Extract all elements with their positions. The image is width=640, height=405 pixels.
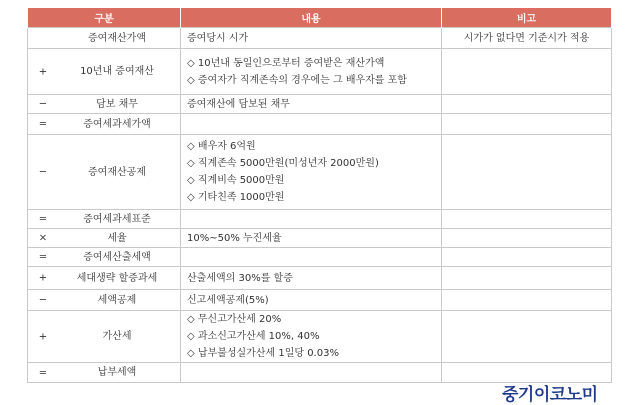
category-label: 증여세과세가액 [83,118,151,130]
operator-symbol: + [38,331,48,342]
category-label: 세율 [107,232,127,244]
content-line: ◇ 과소신고가산세 10%, 40% [187,331,320,342]
category-label: 증여세산출세액 [83,251,151,263]
category-cell [28,28,181,49]
category-label: 담보 채무 [96,98,138,110]
content-cell [181,210,442,229]
category-cell [28,363,181,383]
table-row [28,311,612,363]
gift-tax-table [27,8,612,383]
content-cell [181,229,442,248]
category-cell [28,210,181,229]
category-label: 10년내 증여재산 [80,66,154,77]
operator-symbol: + [38,66,48,77]
content-cell [181,311,442,363]
content-line: ◇ 직계존속 5000만원(미성년자 2000만원) [187,158,379,169]
category-cell [28,114,181,135]
content-cell [181,95,442,114]
content-line: ◇ 무신고가산세 20% [187,314,282,325]
content-line: ◇ 10년내 동일인으로부터 증여받은 재산가액 [187,57,385,69]
note-cell [442,229,612,248]
table-row [28,114,612,135]
content-line: 증여당시 시가 [187,32,249,44]
category-label: 증여재산공제 [88,166,146,178]
note-cell: 시가가 없다면 기준시가 적용 [442,28,612,49]
category-cell [28,290,181,311]
note-cell [442,135,612,210]
header-category: 구분 [28,8,181,28]
category-label: 가산세 [102,331,132,342]
category-cell [28,267,181,290]
category-label: 납부세액 [97,367,137,378]
category-cell [28,248,181,267]
operator-symbol: − [38,294,48,306]
content-cell [181,135,442,210]
content-cell [181,290,442,311]
table-row [28,229,612,248]
content-cell [181,28,442,49]
content-line: ◇ 기타친족 1000만원 [187,192,285,203]
operator-symbol: − [38,98,48,110]
table-row [28,210,612,229]
table-row [28,95,612,114]
operator-symbol: + [38,272,48,284]
content-cell [181,248,442,267]
operator-symbol: = [38,251,48,263]
operator-symbol: × [38,232,48,244]
category-cell [28,229,181,248]
table-header-row [28,8,612,28]
header-note: 비고 [442,8,612,28]
operator-symbol: − [38,166,48,178]
content-line: ◇ 증여자가 직계존속의 경우에는 그 배우자를 포함 [187,74,407,86]
note-cell [442,267,612,290]
note-cell [442,248,612,267]
table-row [28,28,612,49]
operator-symbol: = [38,118,48,130]
note-cell [442,114,612,135]
content-line: 증여재산에 담보된 채무 [187,98,290,110]
category-cell [28,311,181,363]
table-row [28,49,612,95]
note-cell [442,311,612,363]
operator-symbol: = [38,213,48,225]
category-cell [28,95,181,114]
table-row [28,267,612,290]
table-row [28,290,612,311]
content-line: ◇ 납부불성실가산세 1일당 0.03% [187,348,339,359]
content-cell [181,363,442,383]
content-line: ◇ 배우자 6억원 [187,141,256,152]
note-cell [442,290,612,311]
publisher-logo: 중기이코노미 [502,385,598,405]
note-cell [442,95,612,114]
table-row [28,248,612,267]
category-label: 증여재산가액 [88,32,146,44]
category-label: 증여세과세표준 [83,213,151,225]
header-content: 내용 [181,8,442,28]
note-cell [442,210,612,229]
content-line: ◇ 직계비속 5000만원 [187,175,285,186]
content-line: 10%~50% 누진세율 [187,232,282,244]
note-cell [442,49,612,95]
content-cell [181,49,442,95]
content-cell [181,114,442,135]
content-line: 산출세액의 30%를 할증 [187,272,293,284]
category-cell [28,135,181,210]
category-label: 세대생략 할증과세 [76,272,158,284]
content-cell [181,267,442,290]
operator-symbol: = [38,367,48,378]
category-label: 세액공제 [97,294,137,306]
table-row [28,135,612,210]
category-cell [28,49,181,95]
content-line: 신고세액공제(5%) [187,294,269,306]
